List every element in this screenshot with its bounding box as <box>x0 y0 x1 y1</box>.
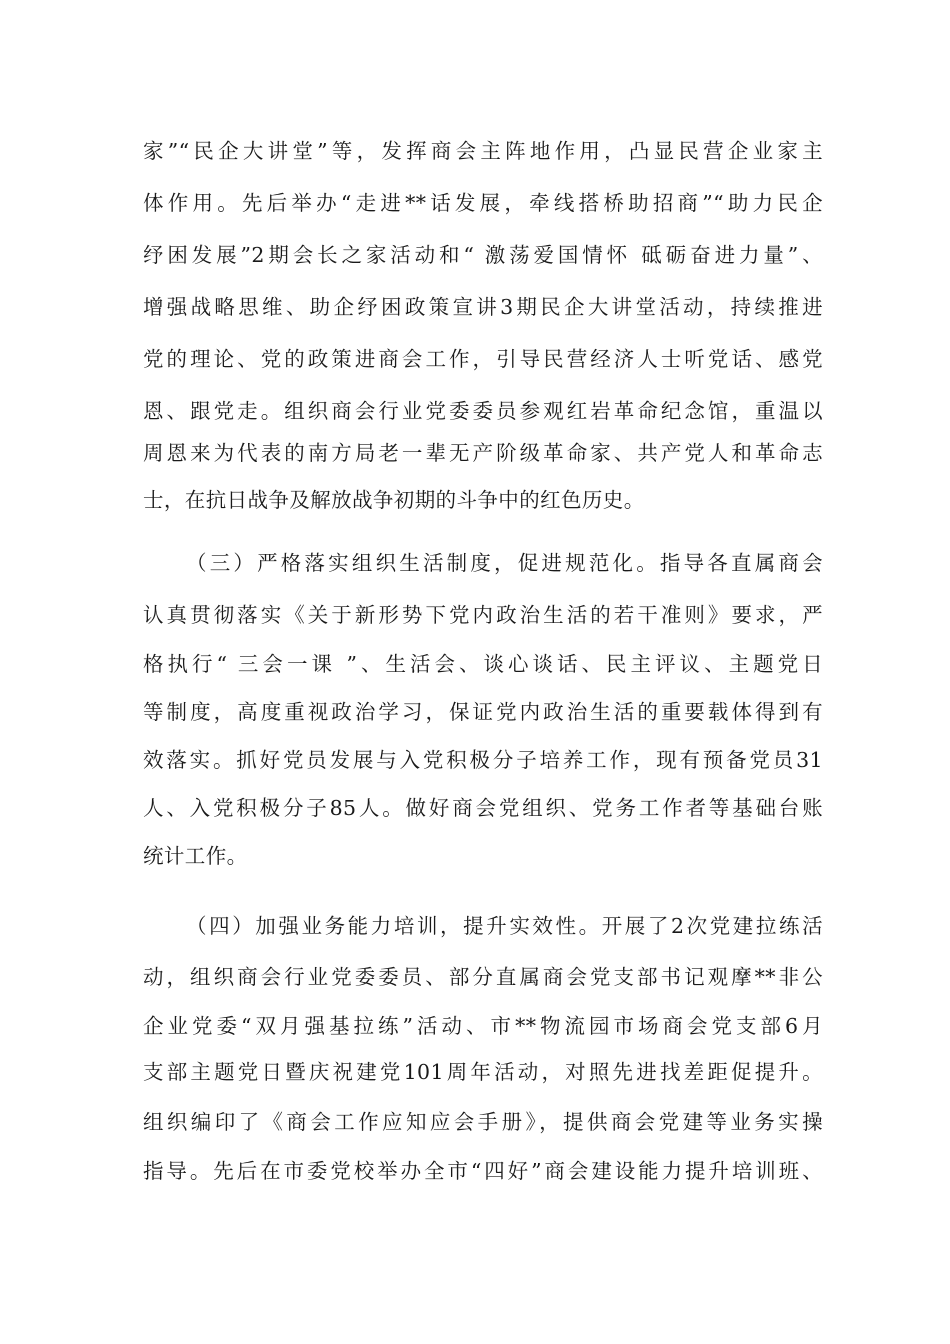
paragraph-line: 党的理论、党的政策进商会工作，引导民营经济人士听党话、感党 <box>143 347 823 371</box>
paragraph-line: 等制度，高度重视政治学习，保证党内政治生活的重要载体得到有 <box>143 700 823 724</box>
paragraph-line: 企业党委“双月强基拉练”活动、市**物流园市场商会党支部6月 <box>143 1014 823 1038</box>
section-heading-line: （四）加强业务能力培训，提升实效性。开展了2次党建拉练活 <box>186 914 823 938</box>
paragraph-line: 增强战略思维、助企纾困政策宣讲3期民企大讲堂活动，持续推进 <box>143 295 823 319</box>
paragraph-line: 动，组织商会行业党委委员、部分直属商会党支部书记观摩**非公 <box>143 965 823 989</box>
paragraph-line: 支部主题党日暨庆祝建党101周年活动，对照先进找差距促提升。 <box>143 1060 823 1084</box>
paragraph-line: 体作用。先后举办“走进**话发展，牵线搭桥助招商”“助力民企 <box>143 191 823 215</box>
paragraph-line: 人、入党积极分子85人。做好商会党组织、党务工作者等基础台账 <box>143 796 823 820</box>
section-heading-line: （三）严格落实组织生活制度，促进规范化。指导各直属商会 <box>186 551 823 575</box>
paragraph-line: 统计工作。 <box>143 844 248 868</box>
paragraph-line: 认真贯彻落实《关于新形势下党内政治生活的若干准则》要求，严 <box>143 603 823 627</box>
paragraph-line: 恩、跟党走。组织商会行业党委委员参观红岩革命纪念馆，重温以 <box>143 399 823 423</box>
paragraph-line: 家”“民企大讲堂”等，发挥商会主阵地作用，凸显民营企业家主 <box>143 139 823 163</box>
paragraph-line: 效落实。抓好党员发展与入党积极分子培养工作，现有预备党员31 <box>143 748 823 772</box>
paragraph-line: 指导。先后在市委党校举办全市“四好”商会建设能力提升培训班、 <box>143 1159 823 1183</box>
paragraph-line: 纾困发展”2期会长之家活动和“ 激荡爱国情怀 砥砺奋进力量”、 <box>143 243 823 267</box>
paragraph-line: 组织编印了《商会工作应知应会手册》，提供商会党建等业务实操 <box>143 1110 823 1134</box>
paragraph-line: 周恩来为代表的南方局老一辈无产阶级革命家、共产党人和革命志 <box>143 441 823 465</box>
paragraph-line: 格执行“ 三会一课 ”、生活会、谈心谈话、民主评议、主题党日 <box>143 652 823 676</box>
paragraph-line: 士，在抗日战争及解放战争初期的斗争中的红色历史。 <box>143 488 645 512</box>
